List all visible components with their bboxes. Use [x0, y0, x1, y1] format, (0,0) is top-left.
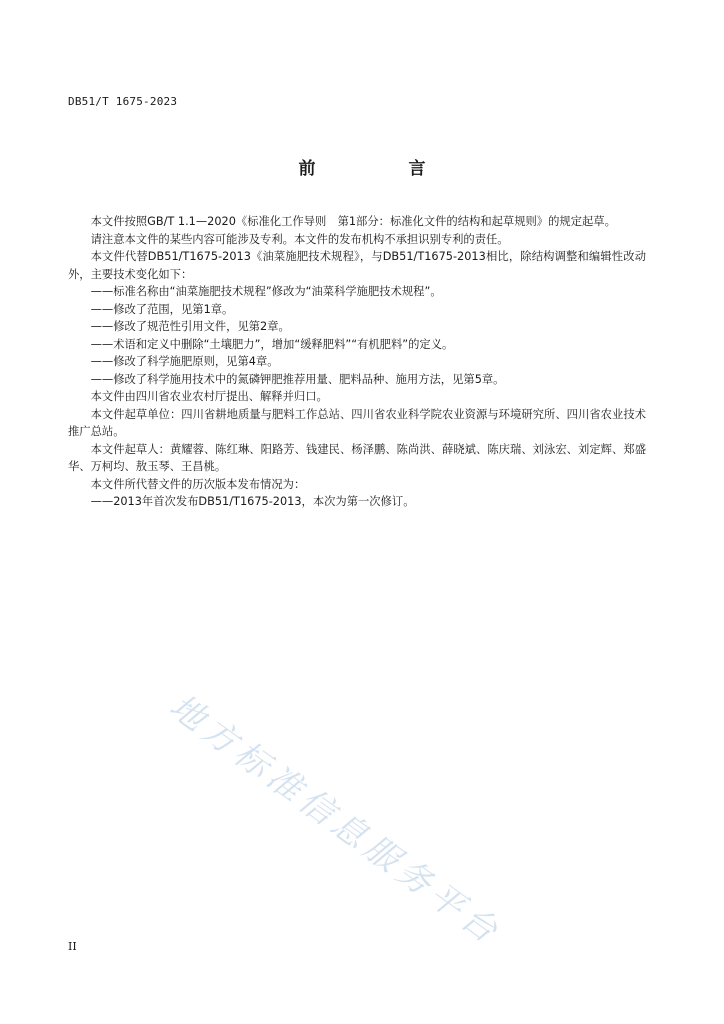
- paragraph: 本文件起草人：黄耀蓉、陈红琳、阳路芳、钱建民、杨泽鹏、陈尚洪、薛晓斌、陈庆瑞、刘泳宏、刘定辉、郑盛华、万柯均、敖玉琴、王昌桃。: [68, 442, 646, 473]
- change-list-item: ——修改了科学施用技术中的氮磷钾肥推荐用量、肥料品种、施用方法，见第5章。: [90, 372, 505, 386]
- change-list-item: ——标准名称由“油菜施肥技术规程”修改为“油菜科学施肥技术规程”。: [90, 285, 442, 298]
- change-list-item: ——2013年首次发布DB51/T1675-2013，本次为第一次修订。: [90, 495, 415, 508]
- change-list-item: ——术语和定义中删除“土壤肥力”，增加“缓释肥料”“有机肥料”的定义。: [90, 337, 454, 351]
- paragraph: 本文件按照GB/T 1.1—2020《标准化工作导则 第1部分：标准化文件的结构和起草规则》的规定起草。: [90, 215, 616, 228]
- paragraph: 本文件由四川省农业农村厅提出、解释并归口。: [90, 390, 328, 403]
- document-code: DB51/T 1675-2023: [68, 95, 178, 108]
- change-list-item: ——修改了范围，见第1章。: [90, 302, 234, 316]
- paragraph: 本文件所代替文件的历次版本发布情况为：: [90, 477, 306, 491]
- page-title: 前 言: [298, 159, 464, 179]
- paragraph: 本文件起草单位：四川省耕地质量与肥料工作总站、四川省农业科学院农业资源与环境研究所、四川省农业技术推广总站。: [68, 407, 646, 438]
- page-number: II: [68, 940, 77, 953]
- foreword-body: [68, 213, 646, 511]
- change-list-item: ——修改了科学施肥原则，见第4章。: [90, 355, 279, 368]
- watermark: 地方标准信息服务平台: [161, 686, 509, 954]
- change-list-item: ——修改了规范性引用文件，见第2章。: [90, 320, 290, 333]
- paragraph: 本文件代替DB51/T1675-2013《油菜施肥技术规程》，与DB51/T1675-2013相比，除结构调整和编辑性改动外，主要技术变化如下：: [68, 250, 646, 281]
- paragraph: 请注意本文件的某些内容可能涉及专利。本文件的发布机构不承担识别专利的责任。: [90, 232, 509, 246]
